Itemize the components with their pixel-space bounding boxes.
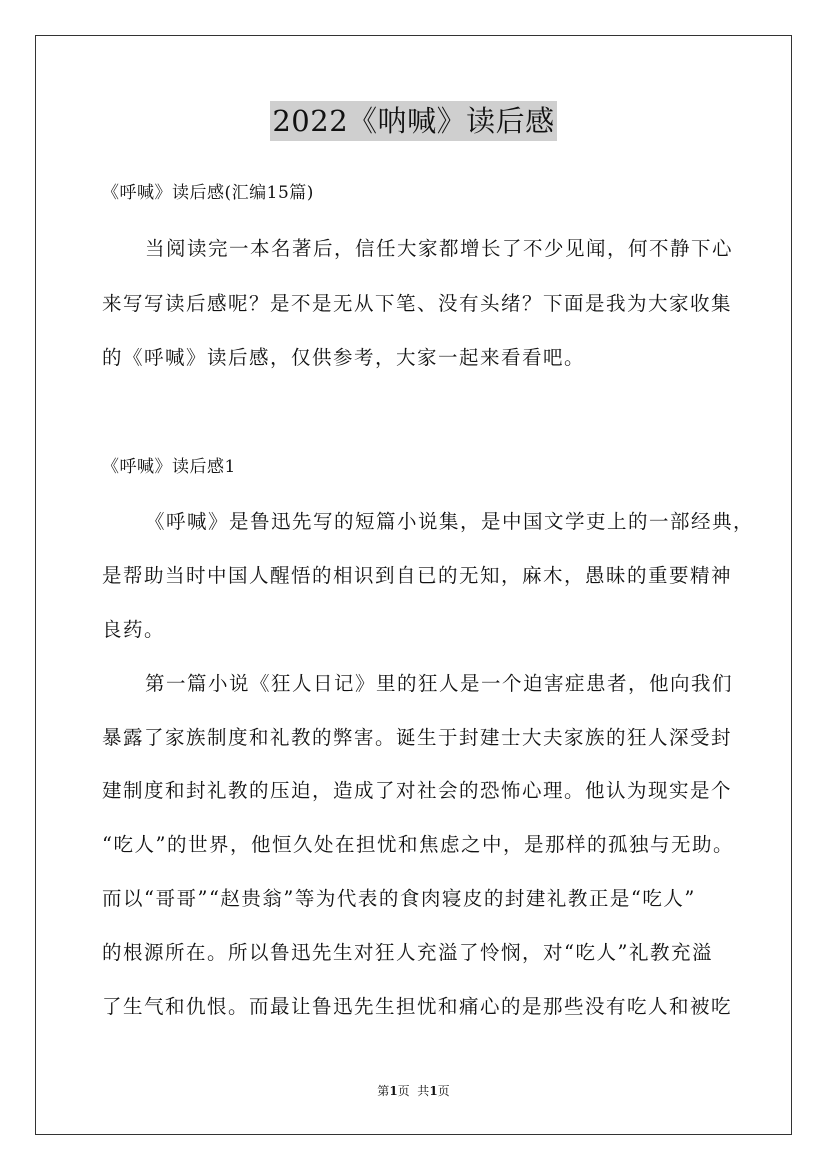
paragraph-line: “吃人”的世界，他恒久处在担忧和焦虑之中，是那样的孤独与无助。	[102, 833, 734, 856]
paragraph-line: 建制度和封礼教的压迫，造成了对社会的恐怖心理。他认为现实是个	[102, 779, 733, 802]
document-title: 2022《呐喊》读后感	[270, 101, 556, 141]
paragraph-line: 的根源所在。所以鲁迅先生对狂人充溢了怜悯，对“吃人”礼教充溢	[102, 941, 713, 964]
footer-middle: 页 共	[397, 1084, 430, 1098]
intro-line: 的《呼喊》读后感，仅供参考，大家一起来看看吧。	[102, 346, 586, 369]
paragraph-line: 是帮助当时中国人醒悟的相识到自已的无知，麻木，愚昧的重要精神	[102, 564, 733, 587]
paragraph-line: 了生气和仇恨。而最让鲁迅先生担忧和痛心的是那些没有吃人和被吃	[102, 995, 733, 1018]
paragraph-line: 而以“哥哥”“赵贵翁”等为代表的食肉寝皮的封建礼教正是“吃人”	[102, 887, 696, 910]
paragraph-line: 暴露了家族制度和礼教的弊害。诞生于封建士大夫家族的狂人深受封	[102, 726, 733, 749]
intro-line: 来写写读后感呢？是不是无从下笔、没有头绪？下面是我为大家收集	[102, 292, 733, 315]
footer-prefix: 第	[377, 1084, 390, 1098]
page-total: 1	[429, 1084, 438, 1098]
footer-suffix: 页	[437, 1084, 450, 1098]
intro-line: 当阅读完一本名著后，信任大家都增长了不少见闻，何不静下心	[145, 237, 734, 260]
title-container	[0, 101, 827, 141]
page-number: 1	[389, 1084, 398, 1098]
document-subtitle: 《呼喊》读后感(汇编15篇)	[102, 183, 314, 203]
paragraph-line: 《呼喊》是鲁迅先写的短篇小说集，是中国文学吏上的一部经典，	[145, 510, 755, 533]
section-heading: 《呼喊》读后感1	[102, 457, 236, 477]
paragraph-line: 第一篇小说《狂人日记》里的狂人是一个迫害症患者，他向我们	[145, 672, 734, 695]
page-footer	[0, 1083, 827, 1099]
paragraph-line: 良药。	[102, 618, 166, 641]
